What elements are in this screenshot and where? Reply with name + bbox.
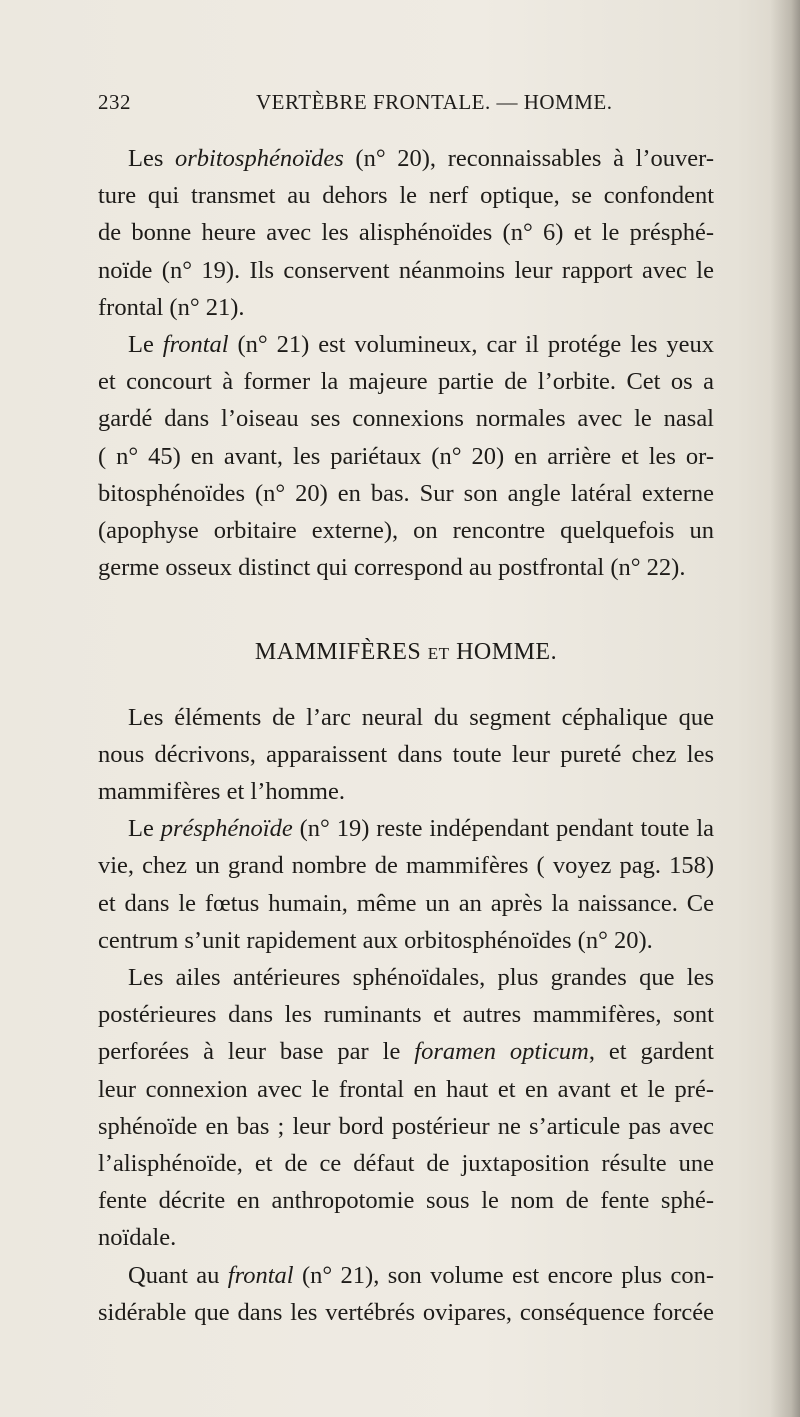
text-line (98, 996, 714, 1033)
text-segment: Les éléments de l’arc neural du segment céphalique que (128, 703, 714, 731)
text-line (98, 140, 714, 177)
text-line (98, 549, 714, 586)
paragraphs-after-heading (98, 699, 714, 1331)
text-segment: noïdale. (98, 1224, 177, 1252)
text-line (98, 1071, 714, 1108)
page-edge-shadow (770, 0, 800, 1417)
text-segment: ( n° 45) en avant, les pariétaux (n° 20) en arrière et les or- (98, 442, 714, 470)
paragraph (98, 810, 714, 959)
text-line (98, 1108, 714, 1145)
text-segment: mammifères et l’homme. (98, 778, 345, 806)
text-segment: (apophyse orbitaire externe), on rencontre quelquefois un (98, 517, 714, 545)
text-segment: postérieures dans les ruminants et autres mammifères, sont (98, 1001, 714, 1029)
text-segment: et dans le fœtus humain, même un an après la naissance. Ce (98, 889, 714, 917)
heading-part-1: MAMMIFÈRES (254, 639, 422, 666)
text-segment: Le (128, 815, 161, 843)
italic-term: présphénoïde (160, 815, 293, 843)
text-segment: bitosphénoïdes (n° 20) en bas. Sur son angle latéral externe (98, 479, 714, 507)
text-segment: (n° 21), son volume est encore plus con- (293, 1261, 714, 1289)
page-number: 232 (98, 90, 131, 114)
text-line (98, 1219, 714, 1256)
italic-term: orbitosphénoïdes (175, 145, 344, 172)
paragraph (98, 1257, 714, 1331)
text-line (98, 810, 714, 847)
text-segment: noïde (n° 19). Ils conservent néanmoins leur rapport avec le (98, 256, 714, 284)
text-segment: centrum s’unit rapidement aux orbitosphénoïdes (n° 20). (98, 926, 653, 954)
text-line (98, 177, 714, 214)
text-segment: leur connexion avec le frontal en haut et en avant et le pré- (98, 1075, 714, 1103)
text-segment: Les (128, 145, 176, 172)
italic-term: frontal (227, 1261, 294, 1289)
text-segment: vie, chez un grand nombre de mammifères ( voyez pag. 158) (98, 852, 714, 880)
text-segment: germe osseux distinct qui correspond au postfrontal (n° 22). (98, 554, 686, 582)
heading-part-3: HOMME. (456, 639, 558, 666)
body-text (98, 140, 714, 1331)
text-line (98, 438, 714, 475)
section-heading (98, 634, 714, 672)
text-line (98, 773, 714, 810)
running-title: VERTÈBRE FRONTALE. — HOMME. (256, 90, 613, 114)
text-segment: fente décrite en anthropotomie sous le nom de fente sphé- (98, 1187, 714, 1215)
text-line (98, 252, 714, 289)
text-segment: frontal (n° 21). (98, 293, 245, 321)
text-segment: de bonne heure avec les alisphénoïdes (n° 6) et le présphé- (98, 219, 714, 247)
text-line (98, 1257, 714, 1294)
text-line (98, 736, 714, 773)
text-line (98, 1033, 714, 1070)
text-line (98, 363, 714, 400)
text-line (98, 400, 714, 437)
text-line (98, 475, 714, 512)
text-segment: Les ailes antérieures sphénoïdales, plus grandes que les (128, 964, 714, 992)
text-segment: sphénoïde en bas ; leur bord postérieur ne s’articule pas avec (98, 1112, 714, 1140)
text-line (98, 1294, 714, 1331)
paragraph (98, 140, 714, 326)
text-segment: nous décrivons, apparaissent dans toute leur pureté chez les (98, 740, 714, 768)
text-segment: (n° 21) est volumineux, car il protége les yeux (228, 331, 715, 359)
paragraph (98, 959, 714, 1257)
text-segment: gardé dans l’oiseau ses connexions normales avec le nasal (98, 405, 714, 433)
text-segment: ture qui transmet au dehors le nerf optique, se confondent (98, 182, 714, 210)
text-segment: perforées à leur base par le (98, 1038, 415, 1066)
text-segment: (n° 20), reconnaissables à l’ouver- (343, 145, 715, 172)
paragraph (98, 326, 714, 586)
running-head (98, 90, 698, 120)
text-line (98, 214, 714, 251)
text-segment: (n° 19) reste indépendant pendant toute la (292, 815, 715, 843)
text-segment: , et gardent (588, 1038, 714, 1066)
text-segment: Quant au (128, 1261, 228, 1289)
paragraph (98, 699, 714, 811)
text-line (98, 885, 714, 922)
italic-term: frontal (162, 331, 229, 359)
text-line (98, 512, 714, 549)
text-line (98, 289, 714, 326)
text-line (98, 922, 714, 959)
text-segment: et concourt à former la majeure partie de l’orbite. Cet os a (98, 368, 714, 396)
text-line (98, 1145, 714, 1182)
heading-part-2: ET (427, 644, 450, 664)
text-segment: sidérable que dans les vertébrés ovipares, conséquence forcée (98, 1298, 714, 1326)
text-segment: l’alisphénoïde, et de ce défaut de juxtaposition résulte une (98, 1150, 714, 1178)
text-line (98, 1182, 714, 1219)
italic-term: foramen opticum (414, 1038, 589, 1066)
text-line (98, 847, 714, 884)
text-segment: Le (128, 331, 163, 359)
paragraphs-before-heading (98, 140, 714, 586)
text-line (98, 699, 714, 736)
text-line (98, 959, 714, 996)
text-line (98, 326, 714, 363)
